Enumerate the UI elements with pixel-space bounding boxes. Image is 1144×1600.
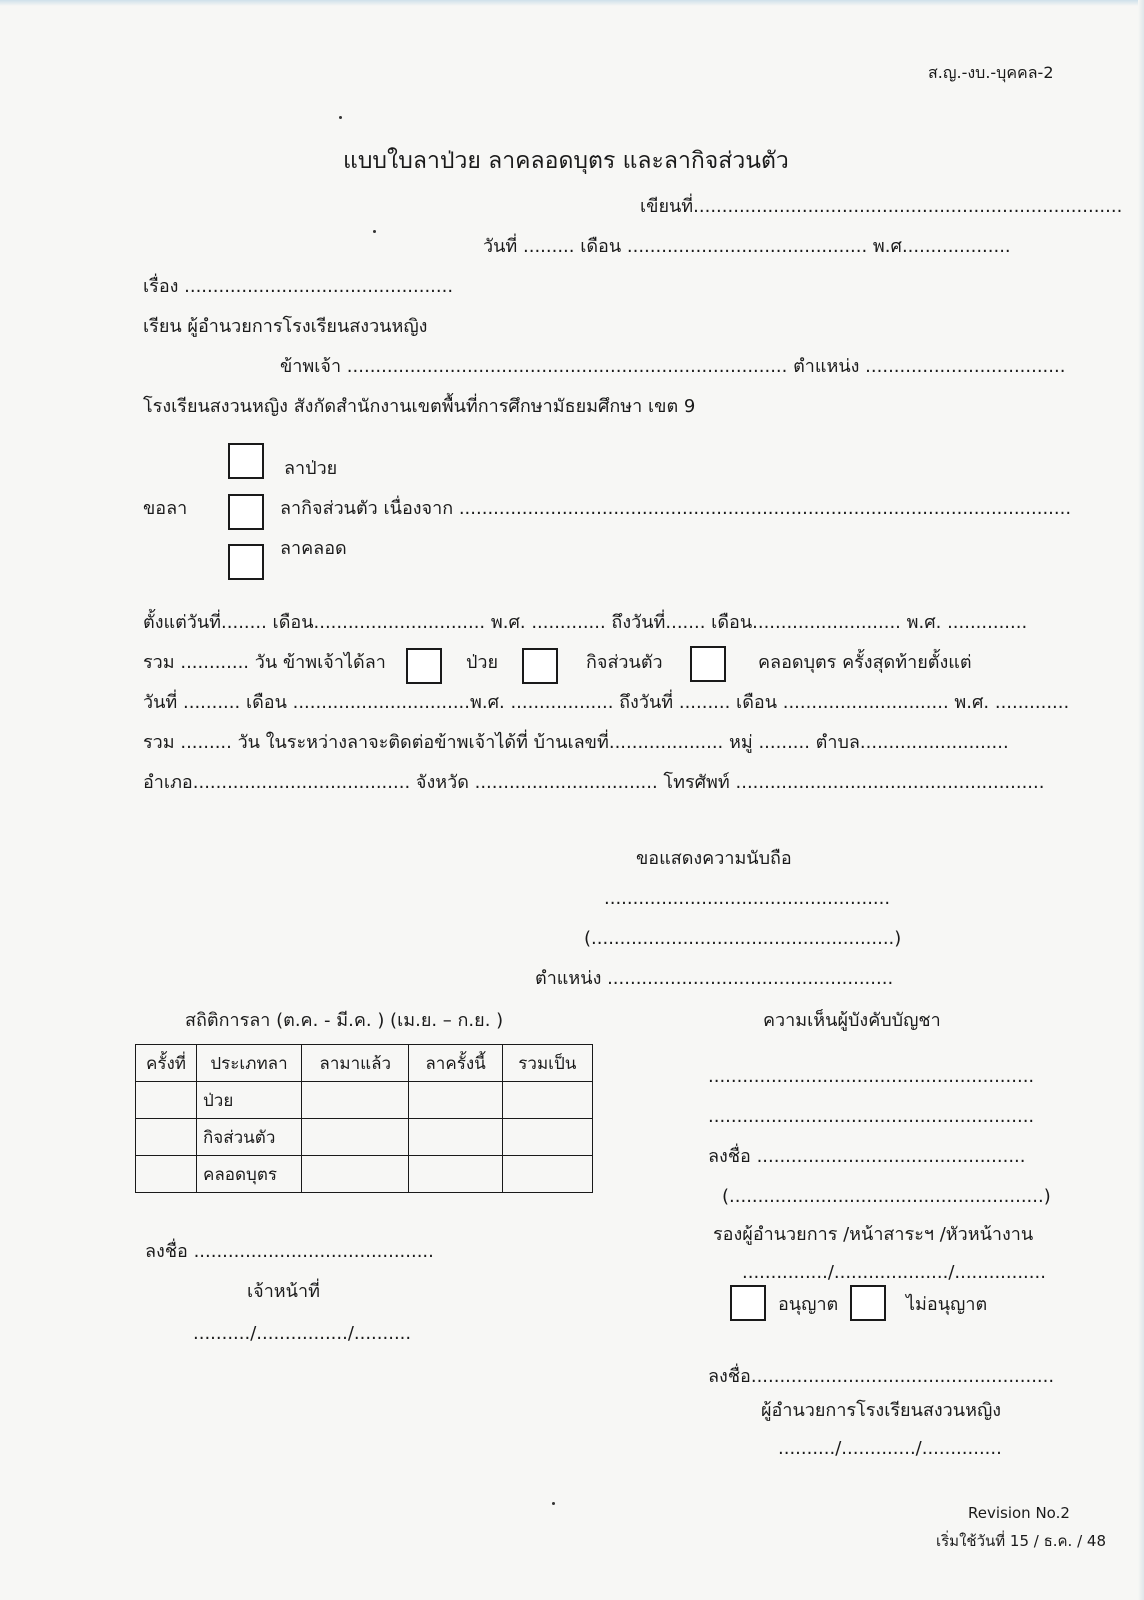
approve-checkbox[interactable] <box>730 1285 766 1321</box>
deny-label: ไม่อนุญาต <box>906 1294 988 1315</box>
col-header: ครั้งที่ <box>136 1045 197 1082</box>
maternity-leave-checkbox[interactable] <box>228 544 264 580</box>
scan-speck <box>552 1502 555 1505</box>
leave-period-field[interactable]: ตั้งแต่วันที่........ เดือน.............................. พ.ศ. ............. ถึงวันที่....... เดือน.......................... พ.ศ. .............. <box>143 612 1028 633</box>
page-title: แบบใบลาป่วย ลาคลอดบุตร และลากิจส่วนตัว <box>343 148 789 174</box>
closing-text: ขอแสดงความนับถือ <box>636 848 792 869</box>
row-label: คลอดบุตร <box>197 1156 302 1193</box>
table-cell[interactable] <box>302 1156 409 1193</box>
applicant-position-field[interactable]: ตำแหน่ง .................................................. <box>535 968 894 989</box>
previous-personal-checkbox[interactable] <box>522 648 558 684</box>
table-cell[interactable] <box>502 1119 592 1156</box>
officer-signature-field[interactable]: ลงชื่อ .......................................... <box>145 1241 434 1262</box>
scan-speck <box>339 116 342 119</box>
district-province-phone-field[interactable]: อำเภอ...................................... จังหวัด ................................ โทรศัพท์ ...................................................... <box>143 772 1045 793</box>
officer-date-field[interactable]: ........../................/.......... <box>193 1323 412 1344</box>
contact-address-field[interactable]: รวม ......... วัน ในระหว่างลาจะติดต่อข้าพเจ้าได้ที่ บ้านเลขที่.................... หมู่ ......... ตำบล.......................... <box>143 732 1009 753</box>
leave-stats-table <box>135 1044 593 1193</box>
deny-checkbox[interactable] <box>850 1285 886 1321</box>
applicant-name-field[interactable]: (.....................................................) <box>584 928 902 949</box>
personal-leave-checkbox[interactable] <box>228 494 264 530</box>
col-header: รวมเป็น <box>502 1045 592 1082</box>
col-header: ประเภทลา <box>197 1045 302 1082</box>
leave-request-label: ขอลา <box>143 498 188 519</box>
table-cell[interactable] <box>502 1156 592 1193</box>
scan-right-edge <box>1138 0 1144 1600</box>
supervisor-opinion-line-1[interactable]: ......................................................... <box>708 1066 1035 1087</box>
scan-speck <box>373 230 376 233</box>
last-leave-period-field[interactable]: วันที่ .......... เดือน ...............................พ.ศ. .................. ถึงวันที่ ......... เดือน ............................. พ.ศ. ............. <box>143 692 1070 713</box>
table-cell[interactable] <box>136 1119 197 1156</box>
table-cell[interactable] <box>302 1119 409 1156</box>
previous-sick-checkbox[interactable] <box>406 648 442 684</box>
scan-top-edge <box>0 0 1144 6</box>
director-title: ผู้อำนวยการโรงเรียนสงวนหญิง <box>761 1400 1002 1421</box>
total-days-field[interactable]: รวม ............ วัน ข้าพเจ้าได้ลา <box>143 652 386 673</box>
subject-field[interactable]: เรื่อง ............................................... <box>143 276 454 297</box>
supervisor-opinion-line-2[interactable]: ......................................................... <box>708 1106 1035 1127</box>
maternity-leave-label: ลาคลอด <box>280 538 347 559</box>
table-cell[interactable] <box>302 1082 409 1119</box>
director-date-field[interactable]: ........../............./.............. <box>778 1438 1002 1459</box>
approve-label: อนุญาต <box>778 1294 839 1315</box>
col-header: ลามาแล้ว <box>302 1045 409 1082</box>
table-row <box>136 1119 593 1156</box>
col-header: ลาครั้งนี้ <box>409 1045 502 1082</box>
row-label: ป่วย <box>197 1082 302 1119</box>
leave-stats-title: สถิติการลา (ต.ค. - มี.ค. ) (เม.ย. – ก.ย. ) <box>185 1010 504 1031</box>
table-row <box>136 1082 593 1119</box>
table-row <box>136 1156 593 1193</box>
date-field[interactable]: วันที่ ......... เดือน .......................................... พ.ศ................... <box>483 236 1011 257</box>
table-header-row <box>136 1045 593 1082</box>
officer-title: เจ้าหน้าที่ <box>247 1281 320 1302</box>
table-cell[interactable] <box>409 1156 502 1193</box>
effective-date: เริ่มใช้วันที่ 15 / ธ.ค. / 48 <box>936 1532 1106 1550</box>
supervisor-name-field[interactable]: (.......................................................) <box>722 1186 1051 1207</box>
sick-leave-label: ลาป่วย <box>284 458 338 479</box>
form-code: ส.ญ.-งบ.-บุคคล-2 <box>928 63 1054 82</box>
school-affiliation: โรงเรียนสงวนหญิง สังกัดสำนักงานเขตพื้นที่การศึกษามัธยมศึกษา เขต 9 <box>143 396 696 417</box>
personal-leave-reason-field[interactable]: ลากิจส่วนตัว เนื่องจาก ........................................................................................................... <box>280 498 1072 519</box>
previous-sick-label: ป่วย <box>466 652 499 673</box>
supervisor-signature-field[interactable]: ลงชื่อ ............................................... <box>708 1146 1026 1167</box>
table-cell[interactable] <box>409 1082 502 1119</box>
addressee: เรียน ผู้อำนวยการโรงเรียนสงวนหญิง <box>143 316 428 337</box>
applicant-signature-line[interactable]: .................................................. <box>604 888 891 909</box>
table-cell[interactable] <box>136 1082 197 1119</box>
name-position-field[interactable]: ข้าพเจ้า ............................................................................. ตำแหน่ง ................................... <box>280 356 1066 377</box>
supervisor-opinion-heading: ความเห็นผู้บังคับบัญชา <box>763 1010 941 1031</box>
table-cell[interactable] <box>409 1119 502 1156</box>
supervisor-date-field[interactable]: .............../..................../................ <box>742 1262 1046 1283</box>
previous-personal-label: กิจส่วนตัว <box>586 652 663 673</box>
supervisor-role: รองผู้อำนวยการ /หน้าสาระฯ /หัวหน้างาน <box>713 1224 1034 1245</box>
director-signature-field[interactable]: ลงชื่อ..................................................... <box>708 1366 1055 1387</box>
previous-maternity-label: คลอดบุตร ครั้งสุดท้ายตั้งแต่ <box>758 652 972 673</box>
table-cell[interactable] <box>502 1082 592 1119</box>
previous-maternity-checkbox[interactable] <box>690 646 726 682</box>
sick-leave-checkbox[interactable] <box>228 443 264 479</box>
table-cell[interactable] <box>136 1156 197 1193</box>
row-label: กิจส่วนตัว <box>197 1119 302 1156</box>
revision-number: Revision No.2 <box>968 1504 1070 1522</box>
written-at-field[interactable]: เขียนที่........................................................................... <box>640 196 1123 217</box>
